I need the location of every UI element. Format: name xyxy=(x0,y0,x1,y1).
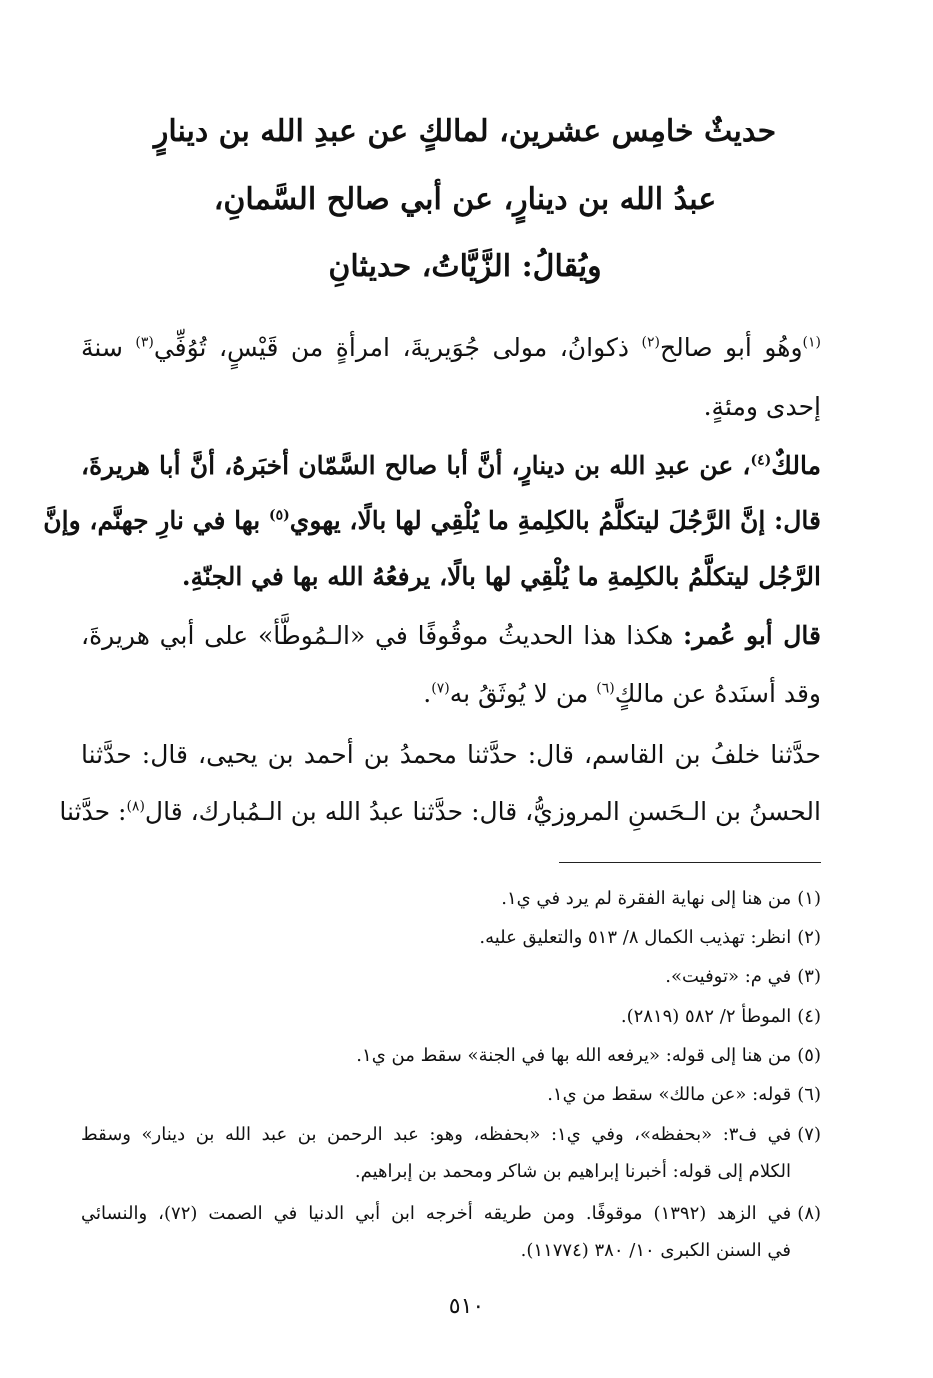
footnote-3 xyxy=(81,963,821,991)
footnote-6 xyxy=(81,1081,821,1109)
footnote-8-line-2: في السنن الكبرى ١٠/ ٣٨٠ (١١٧٧٤). xyxy=(520,1240,791,1261)
hadith-line-3: الرَّجُل ليتكلَّمُ بالكلِمةِ ما يُلْقِي لها بالًا، يرفعُهُ الله بها في الجنّةِ. xyxy=(181,562,821,591)
footnote-ref-2: (٢) xyxy=(641,334,660,351)
commentary-text: هكذا هذا الحديثُ موقُوفًا في «الـمُوطَّأ» على أبي هريرةَ، xyxy=(81,621,684,650)
intro-text: سنةَ xyxy=(81,333,136,362)
footnote-text: في م: «توفيت». xyxy=(665,966,792,987)
footnote-divider xyxy=(559,862,821,863)
intro-text: ذكوانُ، مولى جُوَيريةَ، امرأةٍ من قَيْسٍ، تُوُفِّي xyxy=(153,333,642,362)
commentary-text: . xyxy=(423,679,432,708)
footnote-ref-3: (٣) xyxy=(135,334,154,351)
footnote-text: قوله: «عن مالك» سقط من ي١. xyxy=(547,1084,792,1105)
footnote-5 xyxy=(81,1042,821,1070)
footnote-2 xyxy=(81,924,821,952)
footnote-ref-6: (٦) xyxy=(596,680,615,697)
footnote-7-line-1 xyxy=(81,1121,821,1149)
isnad-text: : حدَّثنا xyxy=(59,797,127,826)
footnote-number: (٦) xyxy=(797,1084,821,1105)
isnad-text: الحسنُ بن الـحَسنِ المروزيُّ، قال: حدَّثنا عبدُ الله بن الـمُبارك، قال xyxy=(144,797,821,826)
footnote-text: من هنا إلى نهاية الفقرة لم يرد في ي١. xyxy=(501,888,792,909)
hadith-text: قال: إنَّ الرَّجُلَ ليتكلَّمُ بالكلِمةِ ما يُلْقِي لها بالًا، يهوي xyxy=(289,506,821,535)
footnote-ref-5: (٥) xyxy=(268,507,290,524)
footnote-8-line-1 xyxy=(81,1200,821,1228)
footnote-number: (٣) xyxy=(797,966,821,987)
page-number: ٥١٠ xyxy=(448,1294,485,1319)
footnote-text: انظر: تهذيب الكمال ٨/ ٥١٣ والتعليق عليه. xyxy=(479,927,792,948)
chapter-heading-line-2: عبدُ الله بن دينارٍ، عن أبي صالح السَّمانِ، xyxy=(213,182,717,217)
footnote-number: (٥) xyxy=(797,1045,821,1066)
footnote-text: في ف٣: «بحفظه»، وفي ي١: «بحفظه، وهو: عبد الرحمن بن عبد الله بن دينار» وسقط xyxy=(81,1124,792,1145)
footnote-number: (٨) xyxy=(797,1203,822,1224)
footnote-number: (١) xyxy=(797,888,821,909)
hadith-line-1 xyxy=(81,448,821,484)
commentary-text: من لا يُوثَقُ به xyxy=(449,679,597,708)
footnote-text: في الزهد (١٣٩٢) موقوفًا. ومن طريقه أخرجه ابن أبي الدنيا في الصمت (٧٢)، والنسائي xyxy=(81,1203,792,1224)
hadith-line-2 xyxy=(43,503,821,539)
footnote-text: الموطأ ٢/ ٥٨٢ (٢٨١٩). xyxy=(620,1006,792,1027)
footnote-4 xyxy=(81,1003,821,1031)
footnote-ref-1: (١) xyxy=(802,334,821,351)
intro-line-2: إحدى ومئةٍ. xyxy=(703,392,821,421)
commentary-text: وقد أسنَدهُ عن مالكٍ xyxy=(614,679,821,708)
footnote-number: (٧) xyxy=(797,1124,821,1145)
intro-text: وهُو أبو صالح xyxy=(659,333,803,362)
footnote-ref-7: (٧) xyxy=(431,680,450,697)
chapter-heading-line-1: حديثٌ خامِس عشرين، لمالكٍ عن عبدِ الله بن دينارٍ xyxy=(153,114,777,149)
chapter-heading-line-3: ويُقالُ: الزَّيَّاتُ، حديثانِ xyxy=(328,249,602,284)
footnote-1 xyxy=(81,885,821,913)
footnote-number: (٢) xyxy=(797,927,821,948)
footnote-7-line-2: الكلام إلى قوله: أخبرنا إبراهيم بن شاكر ومحمد بن إبراهيم. xyxy=(354,1161,791,1182)
commentary-label: قال أبو عُمر: xyxy=(683,621,822,650)
footnote-ref-4: (٤) xyxy=(750,452,772,469)
isnad-line-1: حدَّثنا خلفُ بن القاسم، قال: حدَّثنا محمدُ بن أحمد بن يحيى، قال: حدَّثنا xyxy=(81,740,821,769)
footnote-ref-8: (٨) xyxy=(126,798,145,815)
footnote-text: من هنا إلى قوله: «يرفعه الله بها في الجنة» سقط من ي١. xyxy=(356,1045,792,1066)
intro-line-1 xyxy=(81,330,821,366)
hadith-text: مالكٌ xyxy=(771,451,821,480)
hadith-text: بها في نارِ جهنَّم، وإنَّ xyxy=(43,506,269,535)
hadith-text: ، عن عبدِ الله بن دينارٍ، أنَّ أبا صالح السَّمّان أخبَرهُ، أنَّ أبا هريرةَ، xyxy=(81,451,751,480)
commentary-line-2 xyxy=(81,676,821,712)
isnad-line-2 xyxy=(59,794,821,830)
commentary-line-1 xyxy=(81,618,821,654)
footnote-number: (٤) xyxy=(797,1006,821,1027)
